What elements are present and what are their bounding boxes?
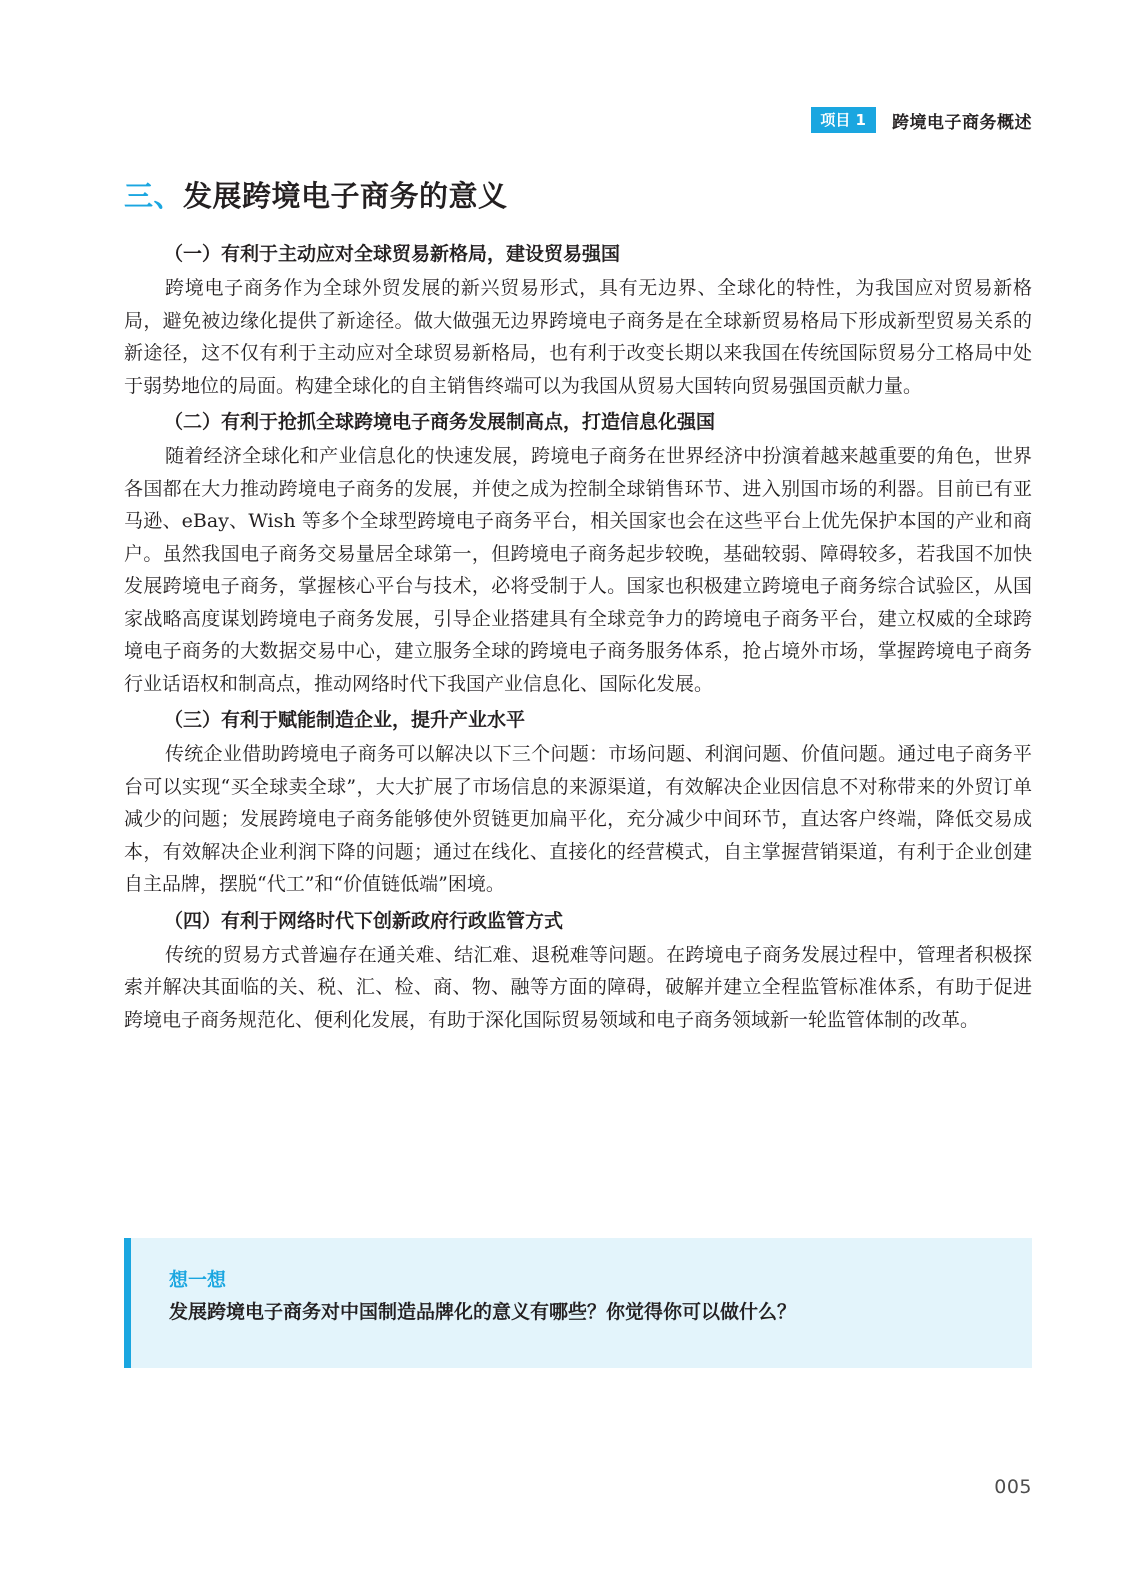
main-content	[124, 238, 1032, 1040]
subsection-heading: （一）有利于主动应对全球贸易新格局，建设贸易强国	[164, 243, 621, 265]
think-box	[124, 1238, 1032, 1368]
running-header	[811, 107, 1032, 133]
think-box-label: 想一想	[169, 1269, 227, 1291]
subsection-4	[124, 905, 1032, 1037]
section-title-text: 发展跨境电子商务的意义	[183, 179, 508, 213]
subsection-heading: （二）有利于抢抓全球跨境电子商务发展制高点，打造信息化强国	[164, 411, 716, 433]
subsection-paragraph: 传统企业借助跨境电子商务可以解决以下三个问题：市场问题、利润问题、价值问题。通过电子商务平台可以实现“买全球卖全球”，大大扩展了市场信息的来源渠道，有效解决企业因信息不对称带来的外贸订单减少的问题；发展跨境电子商务能够使外贸链更加扁平化，充分减少中间环节，直达客户终端，降低交易成本，有效解决企业利润下降的问题；通过在线化、直接化的经营模式，自主掌握营销渠道，有利于企业创建自主品牌，摆脱“代工”和“价值链低端”困境。	[124, 743, 1032, 895]
subsection-heading: （三）有利于赋能制造企业，提升产业水平	[164, 709, 526, 731]
project-title: 跨境电子商务概述	[892, 112, 1032, 133]
subsection-paragraph: 随着经济全球化和产业信息化的快速发展，跨境电子商务在世界经济中扮演着越来越重要的角色，世界各国都在大力推动跨境电子商务的发展，并使之成为控制全球销售环节、进入别国市场的利器。目前已有亚马逊、eBay、Wish 等多个全球型跨境电子商务平台，相关国家也会在这些平台上优先保护本国的产业和商户。虽然我国电子商务交易量居全球第一，但跨境电子商务起步较晚，基础较弱、障碍较多，若我国不加快发展跨境电子商务，掌握核心平台与技术，必将受制于人。国家也积极建立跨境电子商务综合试验区，从国家战略高度谋划跨境电子商务发展，引导企业搭建具有全球竞争力的跨境电子商务平台，建立权威的全球跨境电子商务的大数据交易中心，建立服务全球的跨境电子商务服务体系，抢占境外市场，掌握跨境电子商务行业话语权和制高点，推动网络时代下我国产业信息化、国际化发展。	[124, 445, 1032, 695]
subsection-paragraph: 传统的贸易方式普遍存在通关难、结汇难、退税难等问题。在跨境电子商务发展过程中，管理者积极探索并解决其面临的关、税、汇、检、商、物、融等方面的障碍，破解并建立全程监管标准体系，有助于促进跨境电子商务规范化、便利化发展，有助于深化国际贸易领域和电子商务领域新一轮监管体制的改革。	[124, 943, 1032, 1031]
section-title	[124, 176, 508, 216]
subsection-heading: （四）有利于网络时代下创新政府行政监管方式	[164, 909, 564, 932]
subsection-paragraph: 跨境电子商务作为全球外贸发展的新兴贸易形式，具有无边界、全球化的特性，为我国应对贸易新格局，避免被边缘化提供了新途径。做大做强无边界跨境电子商务是在全球新贸易格局下形成新型贸易关系的新途径，这不仅有利于主动应对全球贸易新格局，也有利于改变长期以来我国在传统国际贸易分工格局中处于弱势地位的局面。构建全球化的自主销售终端可以为我国从贸易大国转向贸易强国贡献力量。	[124, 277, 1032, 397]
subsection-1	[124, 238, 1032, 402]
page-number: 005	[994, 1476, 1032, 1498]
section-number: 三、	[124, 179, 184, 213]
project-tag: 项目 1	[811, 107, 876, 133]
subsection-3	[124, 704, 1032, 901]
subsection-2	[124, 406, 1032, 700]
think-box-question: 发展跨境电子商务对中国制造品牌化的意义有哪些？你觉得你可以做什么？	[169, 1301, 797, 1323]
